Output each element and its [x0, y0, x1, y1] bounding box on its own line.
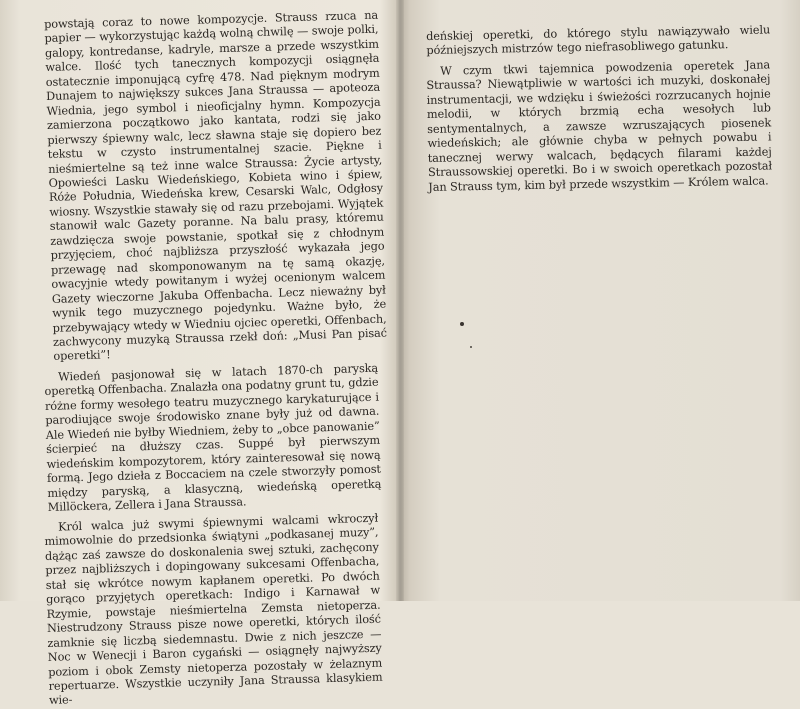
left-paragraph-3: Król walca już swymi śpiewnymi walcami wkroczył mimowolnie do przedsionka świątyni „podkasanej muzy”, dążąc zaś zawsze do doskonalenia swej sztuki, zachęcony przez najbliższych i dopingowany sukcesami Offenbacha, stał się wkrótce nowym kapłanem operetki. Po dwóch gorąco przyjętych operetkach: Indigo i Karnawał w Rzymie, powstaje nieśmiertelna Zemsta nietoperza. Niestrudzony Strauss pisze nowe operetki, których ilość zamknie się liczbą siedemnastu. Dwie z nich jeszcze — Noc w Wenecji i Baron cygański — osiągnęły najwyższy poziom i obok Zemsty nietoperza pozostały w żelaznym repertuarze. Wszystkie uczyniły Jana Straussa klasykiem wie- — [44, 512, 383, 708]
ink-speck — [470, 346, 472, 348]
left-paragraph-2: Wiedeń pasjonował się w latach 1870-ch paryską operetką Offenbacha. Znalazła ona podatny grunt tu, gdzie różne formy wesołego teatru muzycznego karykaturujące i parodiujące swoje środowisko znane były już od dawna. Ale Wiedeń nie byłby Wiedniem, żeby to „obce panowanie” ścierpieć na dłuższy czas. Suppé był pierwszym wiedeńskim kompozytorem, który zainteresował się nową formą. Jego dzieła z Boccaciem na czele stworzyły pomost między paryską, a klasyczną, wiedeńską operetką Millöckera, Zellera i Jana Straussa. — [44, 361, 382, 514]
right-page — [402, 0, 800, 601]
left-paragraph-1: powstają coraz to nowe kompozycje. Strauss rzuca na papier — wykorzystując każdą wolną chwilę — swoje polki, galopy, kontredanse, kadryle, marsze a przede wszystkim walce. Ilość tych tanecznych kompozycji osiągnęła ostatecznie imponującą cyfrę 478. Nad pięknym modrym Dunajem to największy sukces Jana Straussa — apoteoza Wiednia, jego symbol i nieoficjalny hymn. Kompozycja zamierzona początkowo jako kantata, rodzi się jako pierwszy śpiewny walc, lecz sławna staje się dopiero bez tekstu w czysto instrumentalnej szacie. Piękne i nieśmiertelne są też inne walce Straussa: Życie artysty, Opowieści Lasku Wiedeńskiego, Kobieta wino i śpiew, Róże Południa, Wiedeńska krew, Cesarski Walc, Odgłosy wiosny. Wszystkie stawały się od razu przebojami. Wyjątek stanowił walc Gazety poranne. Na balu prasy, któremu zawdzięcza swoje powstanie, spotkał się z chłodnym przyjęciem, choć najbliższa przyszłość wykazała jego przewagę nad skomponowanym na tę samą okazję, owacyjnie wtedy powitanym i wyżej ocenionym walcem Gazety wieczorne Jakuba Offenbacha. Lecz nieważny był wynik tego muzycznego pojedynku. Ważne było, że przebywający wtedy w Wiedniu ojciec operetki, Offenbach, zachwycony muzyką Straussa rzekł doń: „Musi Pan pisać operetki”! — [44, 8, 388, 364]
right-paragraph-1: deńskiej operetki, do którego stylu nawiązywało wielu późniejszych mistrzów tego niefrasobliwego gatunku. — [426, 23, 771, 58]
left-page — [0, 0, 398, 708]
right-paragraph-2: W czym tkwi tajemnica powodzenia operetek Jana Straussa? Niewątpliwie w wartości ich muzyki, doskonałej instrumentacji, we wdzięku i świeżości rozrzucanych hojnie melodii, w których brzmią echa wesołych lub sentymentalnych, a zawsze wzruszających piosenek wiedeńskich; ale głównie chyba w pełnych powabu i tanecznej werwy walcach, będących filarami każdej Straussowskiej operetki. Bo i w swoich operetkach pozostał Jan Strauss tym, kim był przede wszystkim — Królem walca. — [426, 58, 773, 194]
ink-speck — [460, 322, 464, 326]
